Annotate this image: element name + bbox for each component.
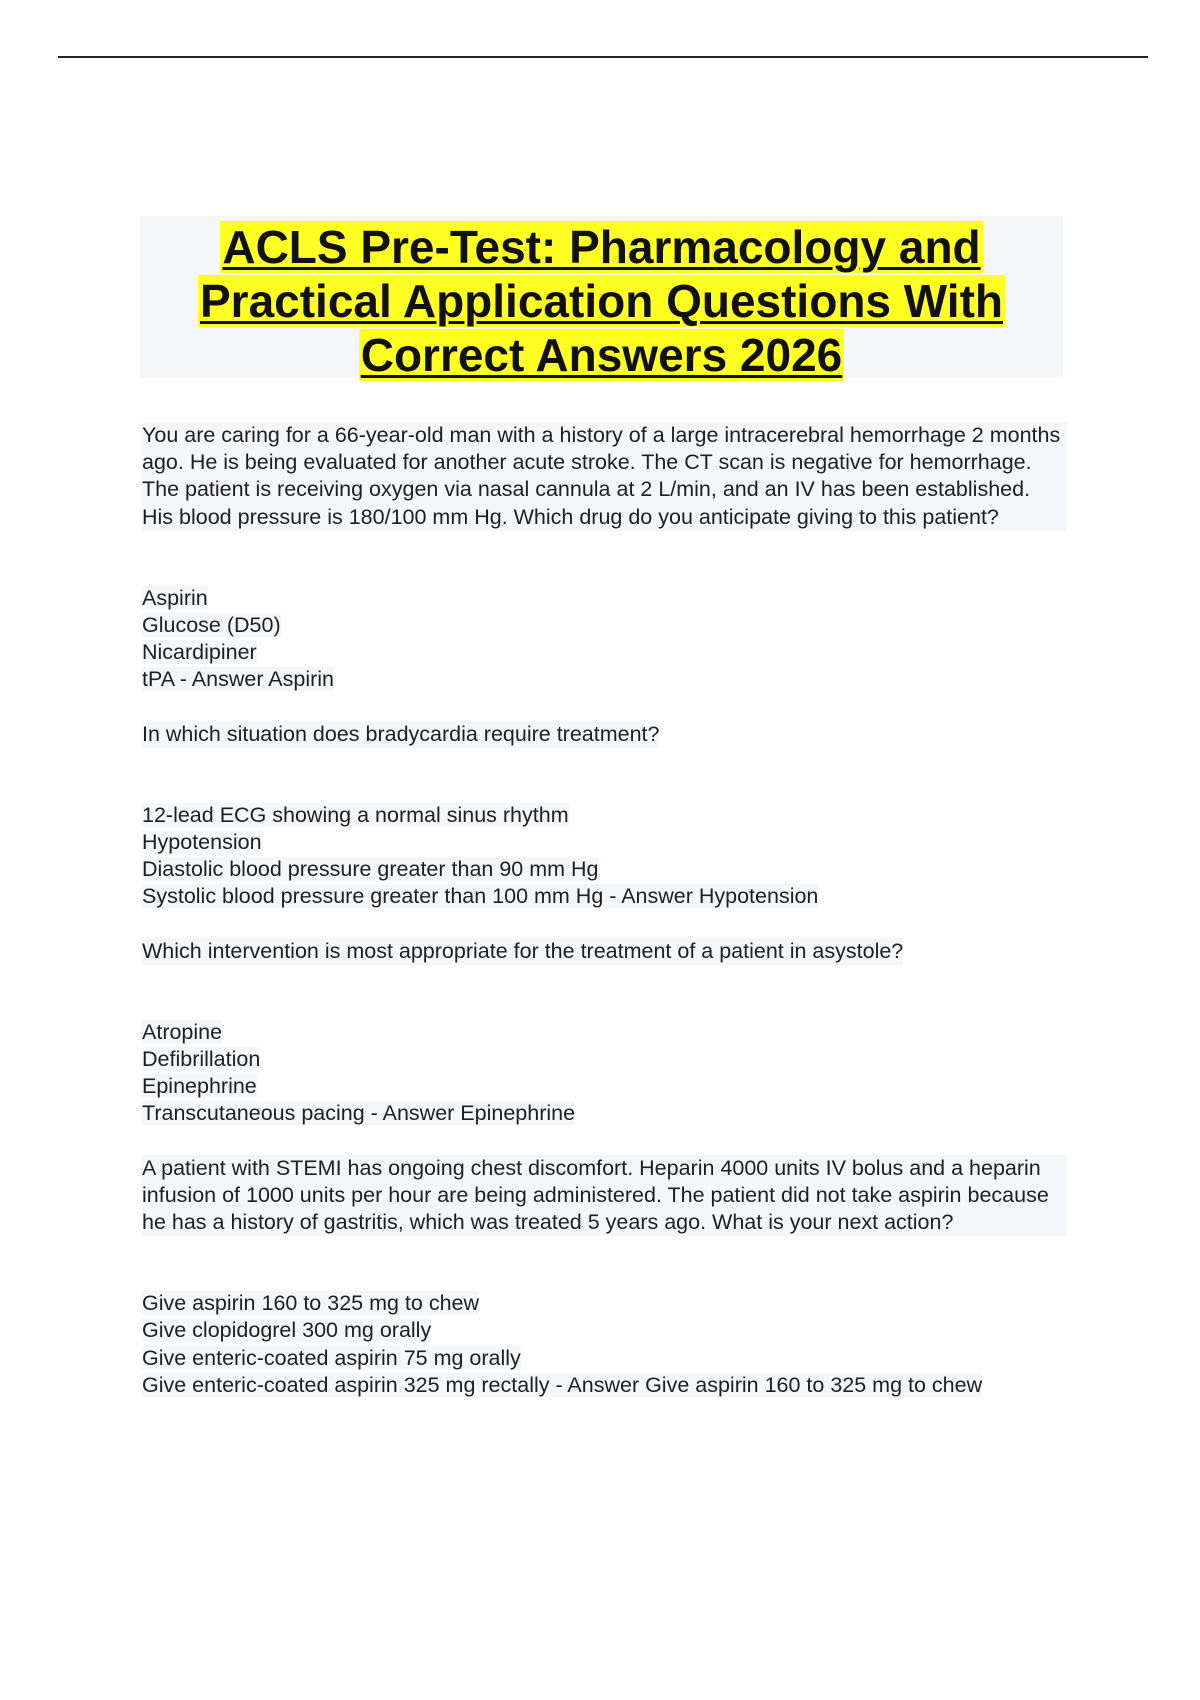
- title-line-3: Correct Answers 2026: [360, 329, 843, 381]
- option-line: Epinephrine: [142, 1074, 257, 1099]
- option-line: Defibrillation: [142, 1047, 261, 1072]
- option-line: Diastolic blood pressure greater than 90 mm Hg: [142, 857, 599, 882]
- answer-line: Transcutaneous pacing - Answer Epinephrine: [142, 1101, 576, 1126]
- header-rule: [58, 56, 1148, 58]
- question-2-options: [142, 802, 1067, 911]
- option-line: Hypotension: [142, 830, 262, 855]
- option-line: Give enteric-coated aspirin 75 mg orally: [142, 1345, 521, 1370]
- option-line: Glucose (D50): [142, 613, 281, 638]
- title-line-2: Practical Application Questions With: [199, 275, 1003, 327]
- question-1-text: You are caring for a 66-year-old man with a history of a large intracerebral hemorrhage 2 months ago. He is being evaluated for another acute stroke. The CT scan is negative for hemorrhage. The patient is receiving oxygen via nasal cannula at 2 L/min, and an IV has been established. His blood pressure is 180/100 mm Hg. Which drug do you anticipate giving to this patient?: [142, 422, 1067, 531]
- answer-line: Systolic blood pressure greater than 100 mm Hg - Answer Hypotension: [142, 884, 819, 909]
- option-line: Give clopidogrel 300 mg orally: [142, 1318, 432, 1343]
- answer-line: Give enteric-coated aspirin 325 mg rectally - Answer Give aspirin 160 to 325 mg to chew: [142, 1372, 983, 1397]
- answer-line: tPA - Answer Aspirin: [142, 667, 334, 692]
- option-line: 12-lead ECG showing a normal sinus rhythm: [142, 802, 569, 827]
- question-4-text: A patient with STEMI has ongoing chest discomfort. Heparin 4000 units IV bolus and a heparin infusion of 1000 units per hour are being administered. The patient did not take aspirin because he has a history of gastritis, which was treated 5 years ago. What is your next action?: [142, 1155, 1067, 1237]
- option-line: Aspirin: [142, 585, 208, 610]
- document-body: [142, 422, 1067, 1399]
- title-line-1: ACLS Pre-Test: Pharmacology and: [222, 221, 981, 273]
- question-2-text: In which situation does bradycardia require treatment?: [142, 721, 659, 748]
- option-line: Atropine: [142, 1019, 223, 1044]
- question-1-options: [142, 585, 1067, 694]
- option-line: Nicardipiner: [142, 640, 257, 665]
- question-4-options: [142, 1290, 1067, 1399]
- question-3-text: Which intervention is most appropriate for the treatment of a patient in asystole?: [142, 938, 903, 965]
- document-title: [140, 216, 1063, 381]
- option-line: Give aspirin 160 to 325 mg to chew: [142, 1291, 480, 1316]
- question-3-options: [142, 1019, 1067, 1128]
